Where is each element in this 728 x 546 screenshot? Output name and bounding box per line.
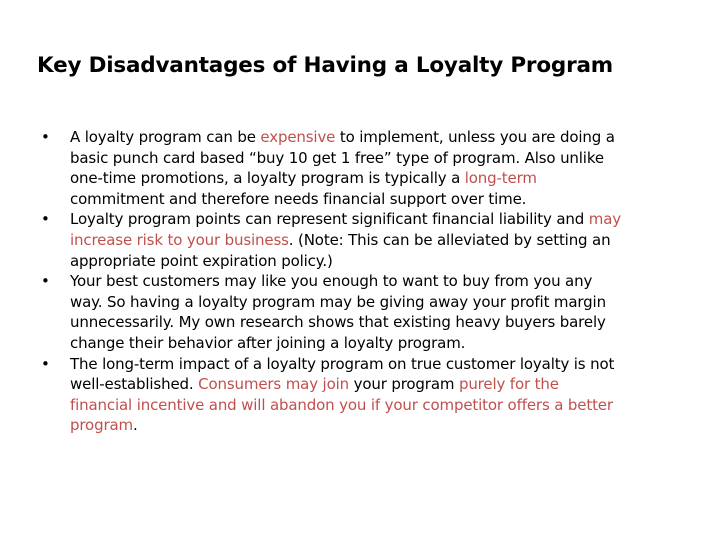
bullet-line xyxy=(70,395,703,416)
bullet-item xyxy=(33,271,703,353)
body-text: A loyalty program can be xyxy=(70,128,261,146)
body-text: commitment and therefore needs financial support over time. xyxy=(70,189,527,208)
bullet-mark: • xyxy=(41,354,50,373)
bullet-line xyxy=(70,168,703,189)
bullet-item xyxy=(33,354,703,436)
body-text: appropriate point expiration policy.) xyxy=(70,251,333,270)
body-text: basic punch card based “buy 10 get 1 free” type of program. Also unlike xyxy=(70,148,604,167)
bullet-item xyxy=(33,209,703,271)
bullet-line xyxy=(70,251,703,272)
bullet-line xyxy=(70,354,703,375)
body-text: unnecessarily. My own research shows that existing heavy buyers barely xyxy=(70,313,606,332)
highlighted-text: expensive xyxy=(260,128,336,146)
highlighted-text: financial incentive and will abandon you if your competitor offers a better xyxy=(70,395,613,414)
bullet-line xyxy=(70,415,703,436)
bullet-line xyxy=(70,148,703,169)
body-text: way. So having a loyalty program may be giving away your profit margin xyxy=(70,292,606,311)
body-text: . (Note: This can be alleviated by setting an xyxy=(288,230,611,249)
body-text: Your best customers may like you enough to want to buy from you any xyxy=(70,272,593,291)
bullet-mark: • xyxy=(41,272,50,291)
bullet-line xyxy=(70,292,703,313)
body-text: Loyalty program points can represent significant financial liability and xyxy=(70,210,589,229)
bullet-line xyxy=(70,127,703,148)
body-text: one-time promotions, a loyalty program is typically a xyxy=(70,169,465,188)
highlighted-text: may xyxy=(588,210,622,229)
bullet-mark: • xyxy=(41,210,50,229)
body-text: well-established. xyxy=(70,375,199,394)
bullet-line xyxy=(70,230,703,251)
highlighted-text: increase risk to your business xyxy=(70,230,289,249)
body-text: change their behavior after joining a loyalty program. xyxy=(70,333,466,352)
body-text: . xyxy=(132,416,138,435)
highlighted-text: Consumers may join xyxy=(198,375,349,394)
bullet-line xyxy=(70,271,703,292)
body-text: The long-term impact of a loyalty program on true customer loyalty is not xyxy=(70,354,615,373)
bullet-line xyxy=(70,374,703,395)
bullet-line xyxy=(70,189,703,210)
bullet-item xyxy=(33,127,703,209)
bullet-mark: • xyxy=(41,128,50,146)
highlighted-text: program xyxy=(70,416,133,435)
highlighted-text: long-term xyxy=(464,169,537,188)
body-text: your program xyxy=(348,375,459,394)
bullet-list xyxy=(33,127,703,436)
bullet-line xyxy=(70,209,703,230)
body-text: to implement, unless you are doing a xyxy=(335,128,615,146)
highlighted-text: purely for the xyxy=(458,375,559,394)
bullet-line xyxy=(70,333,703,354)
bullet-line xyxy=(70,312,703,333)
slide-title: Key Disadvantages of Having a Loyalty Program xyxy=(37,53,613,78)
